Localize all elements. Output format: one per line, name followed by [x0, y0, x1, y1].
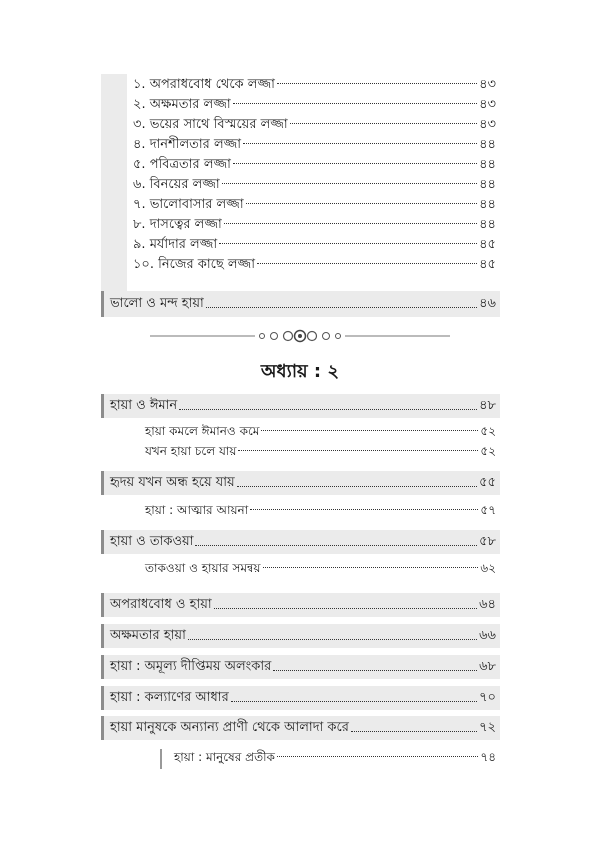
list-item[interactable]: ৭. ভালোবাসার লজ্জা ৪৪ [133, 197, 496, 212]
list-item[interactable]: ৫. পবিত্রতার লজ্জা ৪৪ [133, 157, 496, 172]
toc-haya-iman[interactable]: হায়া ও ঈমান ৪৮ [101, 394, 500, 418]
numbered-list [133, 75, 496, 275]
toc-incapacity-haya[interactable]: অক্ষমতার হায়া ৬৬ [101, 624, 500, 648]
toc-guilt-haya[interactable]: অপরাধবোধ ও হায়া ৬৪ [101, 593, 500, 617]
toc-sub-soul-mirror[interactable]: হায়া : আত্মার আয়না ৫৭ [145, 503, 496, 517]
toc-distinct-haya[interactable]: হায়া মানুষকে অন্যান্য প্রাণী থেকে আলাদা করে ৭২ [101, 716, 500, 740]
list-item[interactable]: ২. অক্ষমতার লজ্জা ৪৩ [133, 97, 496, 112]
toc-ornament-haya[interactable]: হায়া : অমূল্য দীপ্তিময় অলংকার ৬৮ [101, 655, 500, 679]
toc-symbol-haya[interactable]: হায়া : মানুষের প্রতীক ৭৪ [160, 749, 500, 769]
list-item[interactable]: ৩. ভয়ের সাথে বিস্ময়ের লজ্জা ৪৩ [133, 117, 496, 132]
list-item[interactable]: ৬. বিনয়ের লজ্জা ৪৪ [133, 177, 496, 192]
toc-heart-blind[interactable]: হৃদয় যখন অন্ধ হয়ে যায় ৫৫ [101, 471, 500, 495]
list-item[interactable]: ১০. নিজের কাছে লজ্জা ৪৫ [133, 257, 496, 272]
toc-sub-iman-decrease[interactable]: হায়া কমলে ঈমানও কমে ৫২ [145, 424, 496, 438]
toc-welfare-haya[interactable]: হায়া : কল্যাণের আধার ৭০ [101, 686, 500, 710]
list-item[interactable]: ৮. দাসত্বের লজ্জা ৪৪ [133, 217, 496, 232]
toc-sub-taqwa-combo[interactable]: তাকওয়া ও হায়ার সমন্বয় ৬২ [145, 561, 496, 575]
toc-sub-haya-gone[interactable]: যখন হায়া চলে যায় ৫২ [145, 444, 496, 458]
ornament-divider [150, 328, 450, 344]
list-item[interactable]: ৪. দানশীলতার লজ্জা ৪৪ [133, 137, 496, 152]
list-item[interactable]: ১. অপরাধবোধ থেকে লজ্জা ৪৩ [133, 77, 496, 92]
section-good-bad-haya[interactable]: ভালো ও মন্দ হায়া ৪৬ [101, 291, 500, 317]
toc-haya-taqwa[interactable]: হায়া ও তাকওয়া ৫৮ [101, 530, 500, 554]
list-item[interactable]: ৯. মর্যাদার লজ্জা ৪৫ [133, 237, 496, 252]
chapter-title: অধ্যায় : ২ [260, 361, 340, 382]
